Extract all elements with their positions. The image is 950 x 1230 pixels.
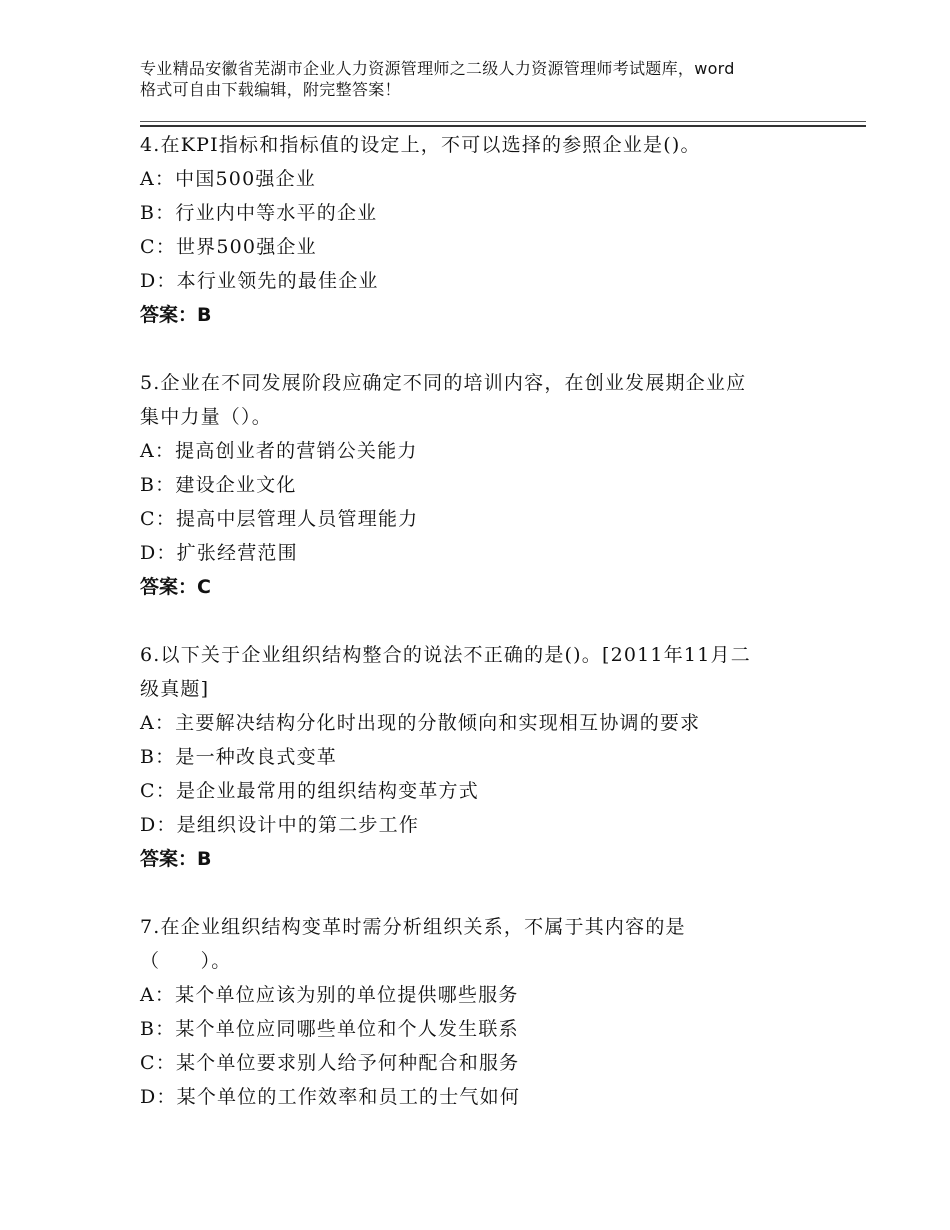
answer-label: 答案：B (140, 848, 212, 870)
option-a: A：主要解决结构分化时出现的分散倾向和实现相互协调的要求 (140, 712, 701, 734)
question-gap (140, 332, 860, 366)
question-6 (140, 638, 860, 876)
option-d: D：是组织设计中的第二步工作 (140, 814, 420, 836)
question-stem-continued: 级真题] (140, 678, 210, 700)
document-header (140, 58, 840, 100)
option-b: B：建设企业文化 (140, 474, 297, 496)
option-b: B：是一种改良式变革 (140, 746, 337, 768)
option-c: C：世界500强企业 (140, 236, 317, 258)
question-gap (140, 604, 860, 638)
option-b: B：某个单位应同哪些单位和个人发生联系 (140, 1018, 519, 1040)
option-c: C：是企业最常用的组织结构变革方式 (140, 780, 479, 802)
question-stem: 5.企业在不同发展阶段应确定不同的培训内容，在创业发展期企业应 (140, 372, 747, 394)
option-d: D：扩张经营范围 (140, 542, 298, 564)
question-stem: 7.在企业组织结构变革时需分析组织关系，不属于其内容的是 (140, 916, 686, 938)
option-a: A：某个单位应该为别的单位提供哪些服务 (140, 984, 519, 1006)
option-c: C：提高中层管理人员管理能力 (140, 508, 419, 530)
option-c: C：某个单位要求别人给予何种配合和服务 (140, 1052, 520, 1074)
header-line-1: 专业精品安徽省芜湖市企业人力资源管理师之二级人力资源管理师考试题库，word (140, 59, 735, 78)
question-5 (140, 366, 860, 604)
answer-label: 答案：C (140, 576, 211, 598)
option-b: B：行业内中等水平的企业 (140, 202, 378, 224)
question-stem: 4.在KPI指标和指标值的设定上，不可以选择的参照企业是()。 (140, 134, 701, 156)
option-d: D：本行业领先的最佳企业 (140, 270, 379, 292)
option-a: A：提高创业者的营销公关能力 (140, 440, 418, 462)
header-divider (140, 121, 866, 127)
question-4 (140, 128, 860, 332)
question-stem-continued: （ ）。 (140, 950, 232, 972)
answer-label: 答案：B (140, 304, 212, 326)
header-line-2: 格式可自由下载编辑，附完整答案！ (140, 80, 401, 99)
question-stem: 6.以下关于企业组织结构整合的说法不正确的是()。[2011年11月二 (140, 644, 751, 666)
question-gap (140, 876, 860, 910)
question-list (140, 128, 860, 1114)
question-stem-continued: 集中力量（）。 (140, 406, 272, 428)
question-7 (140, 910, 860, 1114)
option-d: D：某个单位的工作效率和员工的士气如何 (140, 1086, 521, 1108)
option-a: A：中国500强企业 (140, 168, 316, 190)
